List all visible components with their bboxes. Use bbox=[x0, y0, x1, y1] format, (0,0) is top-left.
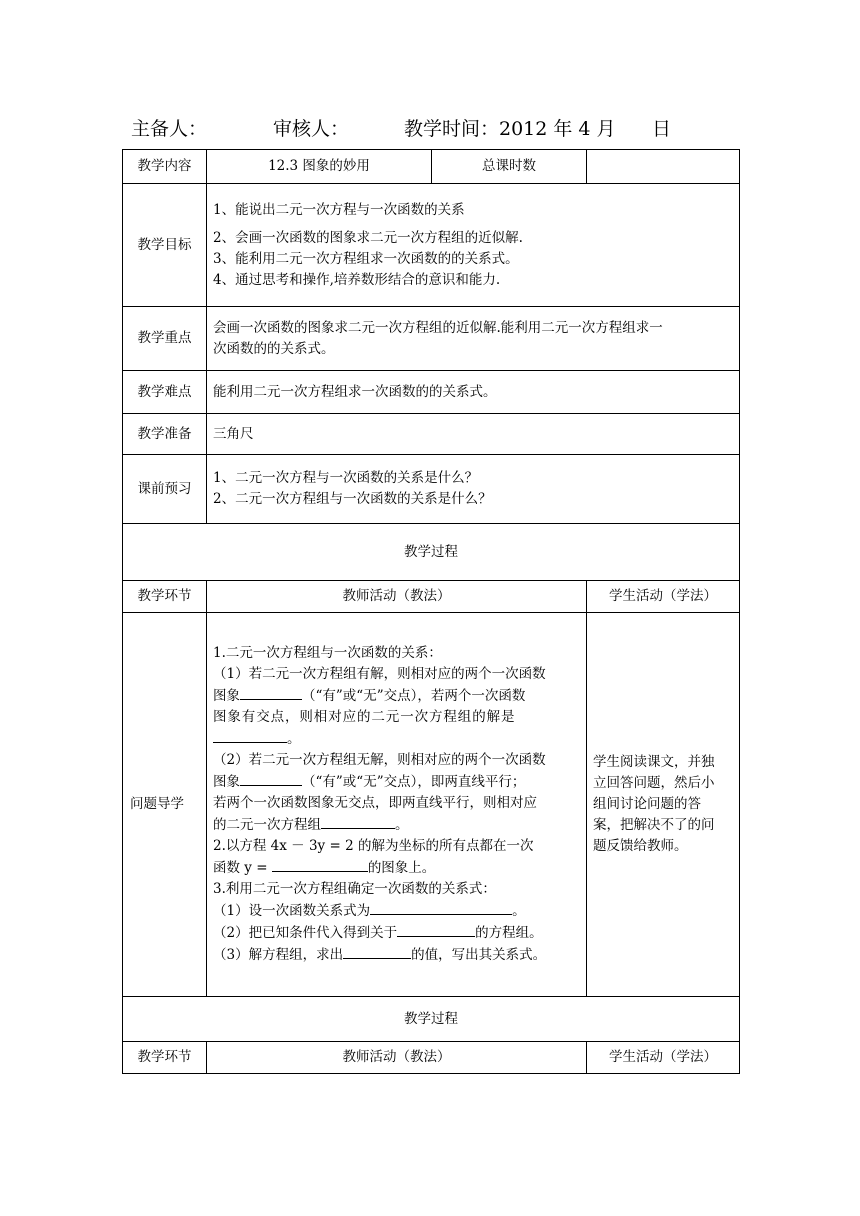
difficulties-row bbox=[123, 371, 740, 414]
preview-row bbox=[123, 455, 740, 524]
difficulties-value: 能利用二元一次方程组求一次函数的的关系式。 bbox=[207, 371, 740, 414]
blank bbox=[343, 944, 411, 959]
preview-item: 1、二元一次方程与一次函数的关系是什么？ bbox=[213, 470, 479, 486]
blank bbox=[321, 814, 395, 829]
student-line: 组间讨论问题的答 bbox=[593, 796, 701, 812]
process-title: 教学过程 bbox=[123, 524, 740, 581]
teacher-line: 1.二元一次方程组与一次函数的关系： bbox=[213, 645, 442, 661]
process-header-row-2 bbox=[123, 1042, 740, 1074]
objective-item: 4、通过思考和操作,培养数形结合的意识和能力. bbox=[213, 271, 501, 288]
difficulties-label: 教学难点 bbox=[123, 371, 207, 414]
content-label: 教学内容 bbox=[123, 150, 207, 184]
teacher-line: （2）把已知条件代入得到关于 的方程组。 bbox=[213, 922, 580, 944]
blank bbox=[213, 728, 287, 743]
blank bbox=[272, 857, 368, 872]
teacher-line: 2.以方程 4x － 3y = 2 的解为坐标的所有点都在一次 bbox=[213, 838, 534, 854]
preview-item: 2、二元一次方程组与一次函数的关系是什么？ bbox=[213, 491, 492, 507]
student-line: 题反馈给教师。 bbox=[593, 838, 688, 854]
preparation-row bbox=[123, 414, 740, 455]
key-points-value bbox=[207, 307, 740, 371]
teacher-line: 图象 （“有”或“无”交点），若两个一次函数 bbox=[213, 685, 580, 707]
student-line: 学生阅读课文，并独 bbox=[593, 754, 715, 770]
teaching-time-label: 教学时间：2012 年 4 月 bbox=[404, 118, 616, 140]
process-header-row bbox=[123, 581, 740, 613]
teacher-line: （1）设一次函数关系式为 。 bbox=[213, 900, 580, 922]
preparation-value: 三角尺 bbox=[207, 414, 740, 455]
col-student-header-2: 学生活动（学法） bbox=[587, 1042, 740, 1074]
teacher-line: 。 bbox=[213, 728, 580, 750]
teacher-activity bbox=[207, 613, 587, 997]
teacher-line: （1）若二元一次方程组有解，则相对应的两个一次函数 bbox=[213, 666, 546, 682]
key-points-line: 会画一次函数的图象求二元一次方程组的近似解.能利用二元一次方程组求一 bbox=[213, 319, 663, 336]
stage-name: 问题导学 bbox=[123, 613, 207, 997]
key-points-row bbox=[123, 307, 740, 371]
preview-label: 课前预习 bbox=[123, 455, 207, 524]
blank bbox=[397, 922, 475, 937]
col-teacher-header: 教师活动（教法） bbox=[207, 581, 587, 613]
total-lessons-value bbox=[587, 150, 740, 184]
key-points-line: 次函数的的关系式。 bbox=[213, 340, 335, 357]
content-row bbox=[123, 150, 740, 184]
preview-list bbox=[207, 455, 740, 524]
day-label: 日 bbox=[652, 118, 672, 140]
teacher-line: （2）若二元一次方程组无解，则相对应的两个一次函数 bbox=[213, 752, 546, 768]
objectives-row bbox=[123, 184, 740, 307]
objective-item: 1、能说出二元一次方程与一次函数的关系 bbox=[213, 201, 465, 218]
preparer-label: 主备人： bbox=[131, 118, 208, 140]
teacher-line: 图象有交点，则相对应的二元一次方程组的解是 bbox=[213, 709, 516, 725]
blank bbox=[370, 900, 512, 915]
preparation-label: 教学准备 bbox=[123, 414, 207, 455]
teacher-line: 图象 （“有”或“无”交点），即两直线平行； bbox=[213, 771, 580, 793]
process-title-row bbox=[123, 524, 740, 581]
blank bbox=[240, 771, 302, 786]
process-title-row-2 bbox=[123, 997, 740, 1042]
col-student-header: 学生活动（学法） bbox=[587, 581, 740, 613]
objectives-list bbox=[207, 184, 740, 307]
teacher-line: 函数 y = 的图象上。 bbox=[213, 857, 580, 879]
process-title-2: 教学过程 bbox=[123, 997, 740, 1042]
teacher-line: （3）解方程组，求出 的值，写出其关系式。 bbox=[213, 944, 580, 966]
key-points-label: 教学重点 bbox=[123, 307, 207, 371]
teacher-line: 的二元一次方程组 。 bbox=[213, 814, 580, 836]
total-lessons-label: 总课时数 bbox=[432, 150, 587, 184]
student-activity bbox=[587, 613, 740, 997]
objective-item: 3、能利用二元一次方程组求一次函数的的关系式。 bbox=[213, 250, 519, 267]
lesson-plan-table bbox=[122, 149, 740, 1074]
objective-item: 2、会画一次函数的图象求二元一次方程组的近似解. bbox=[213, 229, 523, 246]
student-line: 案，把解决不了的问 bbox=[593, 817, 715, 833]
col-stage-header: 教学环节 bbox=[123, 581, 207, 613]
content-value: 12.3 图象的妙用 bbox=[207, 150, 432, 184]
reviewer-label: 审核人： bbox=[273, 118, 350, 140]
teacher-line: 若两个一次函数图象无交点，即两直线平行，则相对应 bbox=[213, 795, 537, 811]
blank bbox=[240, 685, 302, 700]
col-stage-header-2: 教学环节 bbox=[123, 1042, 207, 1074]
objectives-label: 教学目标 bbox=[123, 184, 207, 307]
teacher-line: 3.利用二元一次方程组确定一次函数的关系式： bbox=[213, 881, 496, 897]
col-teacher-header-2: 教师活动（教法） bbox=[207, 1042, 587, 1074]
stage-row bbox=[123, 613, 740, 997]
student-line: 立回答问题，然后小 bbox=[593, 775, 715, 791]
